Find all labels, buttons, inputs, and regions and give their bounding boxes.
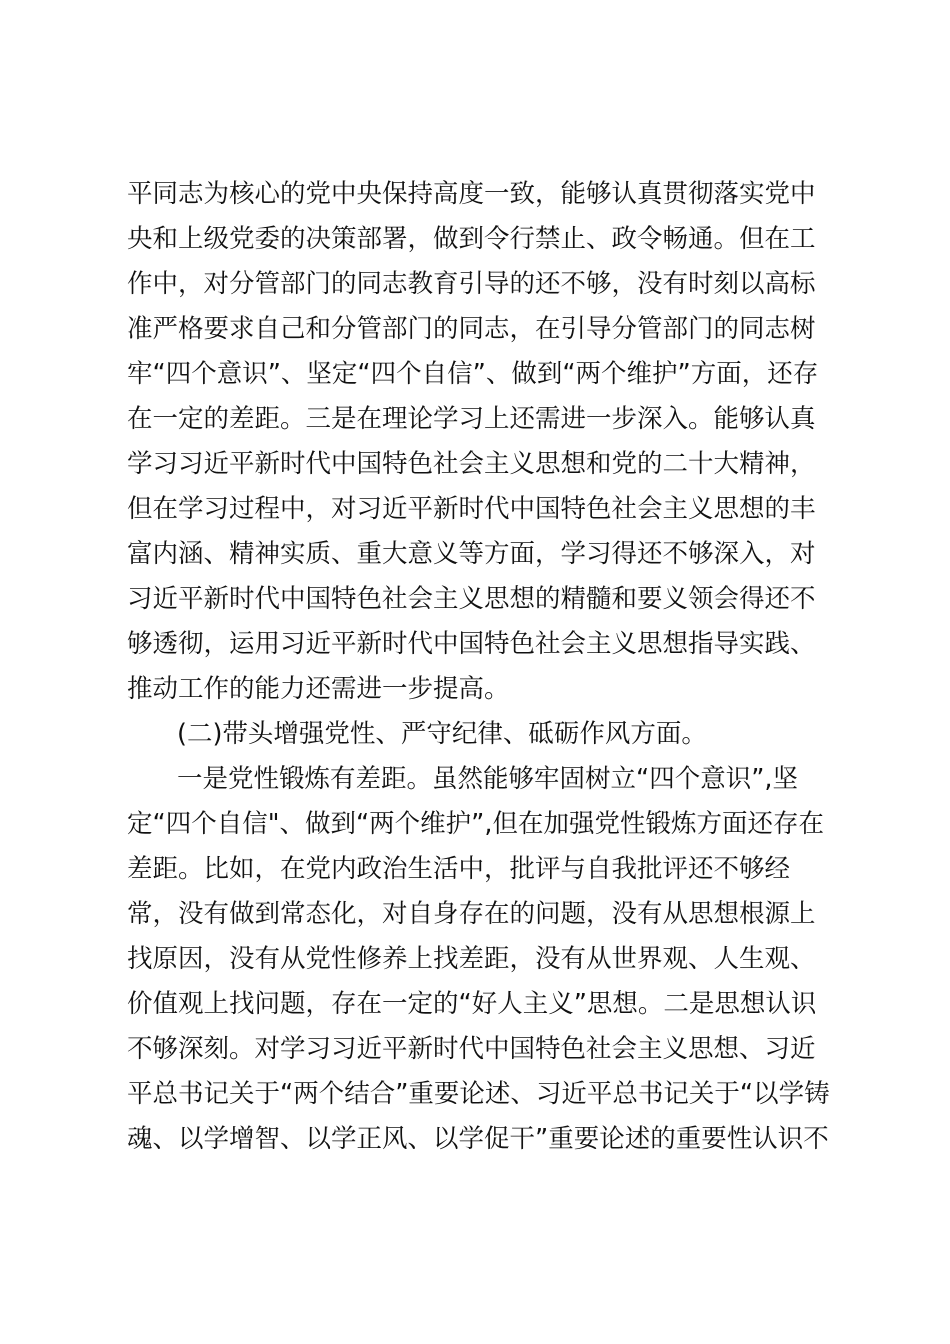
text-line: 在一定的差距。三是在理论学习上还需进一步深入。能够认真	[127, 404, 816, 434]
text-line: 准严格要求自己和分管部门的同志，在引导分管部门的同志树	[127, 314, 816, 344]
text-line: 牢“四个意识”、坚定“四个自信”、做到“两个维护”方面，还存	[127, 359, 819, 389]
text-line: 常，没有做到常态化，对自身存在的问题，没有从思想根源上	[127, 899, 816, 929]
text-line: 平总书记关于“两个结合”重要论述、习近平总书记关于“以学铸	[127, 1079, 830, 1109]
text-line: 作中，对分管部门的同志教育引导的还不够，没有时刻以高标	[127, 269, 816, 299]
text-line: 但在学习过程中，对习近平新时代中国特色社会主义思想的丰	[127, 494, 816, 524]
text-line: 平同志为核心的党中央保持高度一致，能够认真贯彻落实党中	[127, 179, 816, 209]
text-line: 差距。比如，在党内政治生活中，批评与自我批评还不够经	[127, 854, 791, 884]
text-line: 找原因，没有从党性修养上找差距，没有从世界观、人生观、	[127, 944, 816, 974]
text-line: 央和上级党委的决策部署，做到令行禁止、政令畅通。但在工	[127, 224, 816, 254]
body-text	[127, 172, 837, 1162]
text-line: 推动工作的能力还需进一步提高。	[127, 674, 510, 704]
text-line: 富内涵、精神实质、重大意义等方面，学习得还不够深入，对	[127, 539, 816, 569]
paragraph-start-line: 一是党性锻炼有差距。虽然能够牢固树立“四个意识”,坚	[177, 764, 799, 794]
text-line: 定“四个自信"、做到“两个维护”,但在加强党性锻炼方面还存在	[127, 809, 824, 839]
text-line: 够透彻，运用习近平新时代中国特色社会主义思想指导实践、	[127, 629, 816, 659]
section-heading: (二)带头增强党性、严守纪律、砥砺作风方面。	[177, 719, 707, 749]
text-line: 学习习近平新时代中国特色社会主义思想和党的二十大精神，	[127, 449, 816, 479]
text-line: 习近平新时代中国特色社会主义思想的精髓和要义领会得还不	[127, 584, 816, 614]
text-line: 魂、以学增智、以学正风、以学促干”重要论述的重要性认识不	[127, 1124, 829, 1154]
text-line: 不够深刻。对学习习近平新时代中国特色社会主义思想、习近	[127, 1034, 816, 1064]
text-line: 价值观上找问题，存在一定的“好人主义”思想。二是思想认识	[127, 989, 817, 1019]
